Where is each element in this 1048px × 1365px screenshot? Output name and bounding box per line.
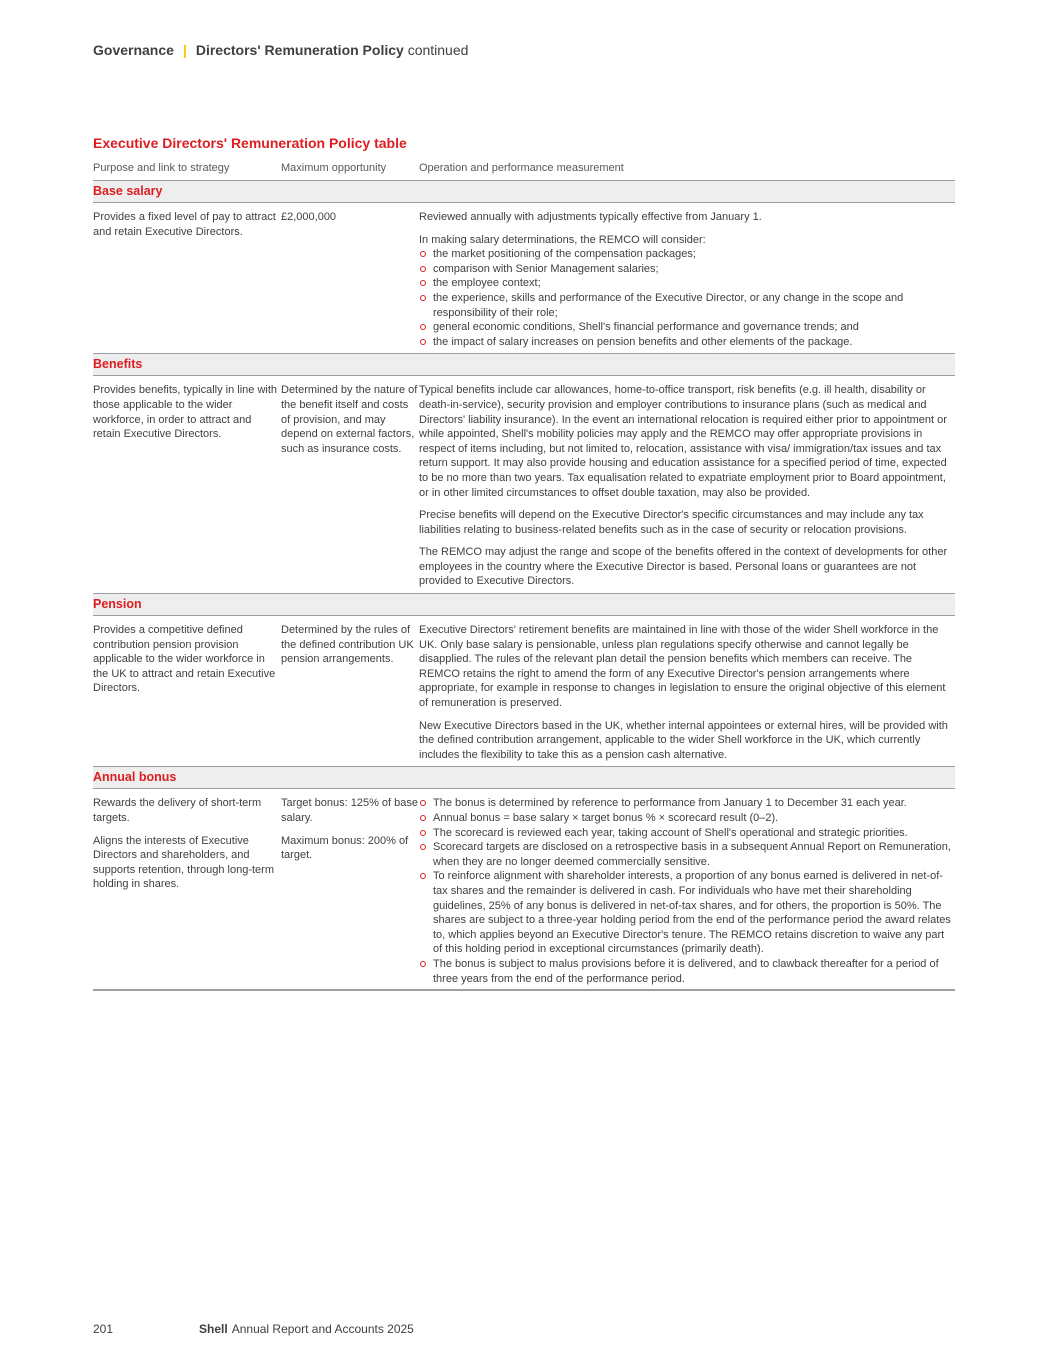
bullet-item: The bonus is subject to malus provisions before it is delivered, and to clawback thereafter for a period of three years from the end of the performance period. xyxy=(433,957,955,986)
bullet-item: Annual bonus = base salary × target bonus % × scorecard result (0–2). xyxy=(433,811,955,826)
purpose-text: Provides a fixed level of pay to attract and retain Executive Directors. xyxy=(93,211,276,238)
section-band-benefits: Benefits xyxy=(93,354,955,376)
column-header-operation: Operation and performance measurement xyxy=(419,162,624,174)
operation-paragraph: Executive Directors' retirement benefits are maintained in line with those of the wider Shell workforce in the UK. Only base salary is pensionable, unless plan regulations specify otherwise and cannot legally be disapplied. The rules of the relevant plan detail the pension benefits which members can receive. The REMCO retains the right to amend the form of any Executive Director's pension arrangements where appropriate, for example in response to changes in legislation to ensure the original objective of this element of remuneration is preserved. xyxy=(419,624,946,710)
maximum-cell xyxy=(281,796,419,986)
section-band-annual-bonus: Annual bonus xyxy=(93,767,955,789)
operation-paragraph: Reviewed annually with adjustments typically effective from January 1. xyxy=(419,211,762,223)
bullet-item: comparison with Senior Management salaries; xyxy=(433,262,955,277)
table-title: Executive Directors' Remuneration Policy table xyxy=(93,135,407,151)
section-band-pension: Pension xyxy=(93,594,955,616)
purpose-text: Aligns the interests of Executive Directors and shareholders, and supports retention, through long-term holding in shares. xyxy=(93,834,274,891)
table-row-pension xyxy=(93,616,955,767)
table-row-benefits xyxy=(93,376,955,594)
operation-cell xyxy=(419,623,955,762)
remuneration-policy-table xyxy=(93,161,955,991)
operation-paragraph: Typical benefits include car allowances, home-to-office transport, risk benefits (e.g. ill health, disability or death-in-service), security provision and employer contributions to insurance plans (such as medical and Directors' liability insurance). In the event an international relocation is required either prior to appointment or while appointed, Shell's mobility policies may apply and the REMCO may offer appropriate provisions in respect of items including, but not limited to, relocation, assistance with visa/ immigration/tax issues and tax return support. It may also provide housing and education assistance for a specified period of time, expected to be no more than two years. Tax equalisation related to expatriate employment prior to Board appointment, or in other limited circumstances to offset double taxation, may also be provided. xyxy=(419,384,947,499)
operation-cell xyxy=(419,383,955,589)
operation-cell xyxy=(419,210,955,349)
purpose-cell xyxy=(93,210,281,349)
maximum-text: Target bonus: 125% of base salary. xyxy=(281,797,418,824)
purpose-text: Provides a competitive defined contribution pension provision applicable to the wider workforce in the UK to attract and retain Executive Directors. xyxy=(93,624,276,695)
operation-paragraph: Precise benefits will depend on the Executive Director's specific circumstances and may include any tax liabilities relating to business-related benefits such as in the case of security or relocation provisions. xyxy=(419,509,924,536)
operation-paragraph: New Executive Directors based in the UK, whether internal appointees or external hires, will be provided with the defined contribution arrangement, applicable to the wider Shell workforce in the UK, which currently includes the flexibility to take this as a pension cash alternative. xyxy=(419,719,948,761)
maximum-text: £2,000,000 xyxy=(281,211,337,223)
bullet-item: the market positioning of the compensation packages; xyxy=(433,247,955,262)
purpose-text: Rewards the delivery of short-term targets. xyxy=(93,797,262,824)
bullet-item: Scorecard targets are disclosed on a retrospective basis in a subsequent Annual Report on Remuneration, when they are no longer deemed commercially sensitive. xyxy=(433,840,955,869)
operation-paragraph: The REMCO may adjust the range and scope of the benefits offered in the context of developments for other employees in the country where the Executive Director is based. Personal loans or guarantees are not provided to Executive Directors. xyxy=(419,546,948,588)
table-row-annual-bonus xyxy=(93,789,955,991)
header-title: Directors' Remuneration Policy xyxy=(195,42,404,58)
page-footer xyxy=(93,1322,414,1336)
header-section: Governance xyxy=(93,42,174,58)
bullet-item: The bonus is determined by reference to performance from January 1 to December 31 each year. xyxy=(433,796,955,811)
bullet-item: the employee context; xyxy=(433,276,955,291)
column-header-purpose: Purpose and link to strategy xyxy=(93,162,230,174)
operation-bullet-list xyxy=(419,796,955,986)
maximum-cell xyxy=(281,210,419,349)
maximum-cell xyxy=(281,623,419,762)
column-header-maximum: Maximum opportunity xyxy=(281,162,387,174)
purpose-cell xyxy=(93,796,281,986)
page-number: 201 xyxy=(93,1322,114,1336)
table-row-base-salary xyxy=(93,203,955,354)
bullet-item: To reinforce alignment with shareholder interests, a proportion of any bonus earned is delivered in net-of-tax shares and the remainder is delivered in cash. For individuals who have met their shareholding guidelines, 25% of any bonus is delivered in net-of-tax shares, and for others, the proportion is 50%. The shares are subject to a three-year holding period from the end of the performance period the award relates to, which applies beyond an Executive Director's tenure. The REMCO retains discretion to waive any part of this holding period in exceptional circumstances (primarily death). xyxy=(433,869,955,957)
page-header xyxy=(93,42,468,58)
maximum-text: Maximum bonus: 200% of target. xyxy=(281,834,409,862)
maximum-text: Determined by the rules of the defined contribution UK pension arrangements. xyxy=(281,624,414,666)
operation-bullet-list xyxy=(419,247,955,349)
bullet-item: the impact of salary increases on pension benefits and other elements of the package. xyxy=(433,335,955,350)
footer-brand: Shell xyxy=(199,1322,228,1336)
bullet-item: the experience, skills and performance of the Executive Director, or any change in the scope and responsibility of their role; xyxy=(433,291,955,320)
column-header-row xyxy=(93,161,955,181)
maximum-cell xyxy=(281,383,419,589)
bullet-item: general economic conditions, Shell's financial performance and governance trends; and xyxy=(433,320,955,335)
operation-paragraph: In making salary determinations, the REMCO will consider: xyxy=(419,233,706,246)
operation-cell xyxy=(419,796,955,986)
maximum-text: Determined by the nature of the benefit itself and costs of provision, and may depend on external factors, such as insurance costs. xyxy=(281,384,418,455)
header-separator: | xyxy=(182,42,187,58)
purpose-text: Provides benefits, typically in line with those applicable to the wider workforce, in order to attract and retain Executive Directors. xyxy=(93,384,278,441)
header-suffix: continued xyxy=(407,42,469,58)
bullet-item: The scorecard is reviewed each year, taking account of Shell's operational and strategic priorities. xyxy=(433,826,955,841)
footer-report-title: Annual Report and Accounts 2025 xyxy=(231,1322,414,1336)
section-band-base-salary: Base salary xyxy=(93,181,955,203)
purpose-cell xyxy=(93,623,281,762)
purpose-cell xyxy=(93,383,281,589)
